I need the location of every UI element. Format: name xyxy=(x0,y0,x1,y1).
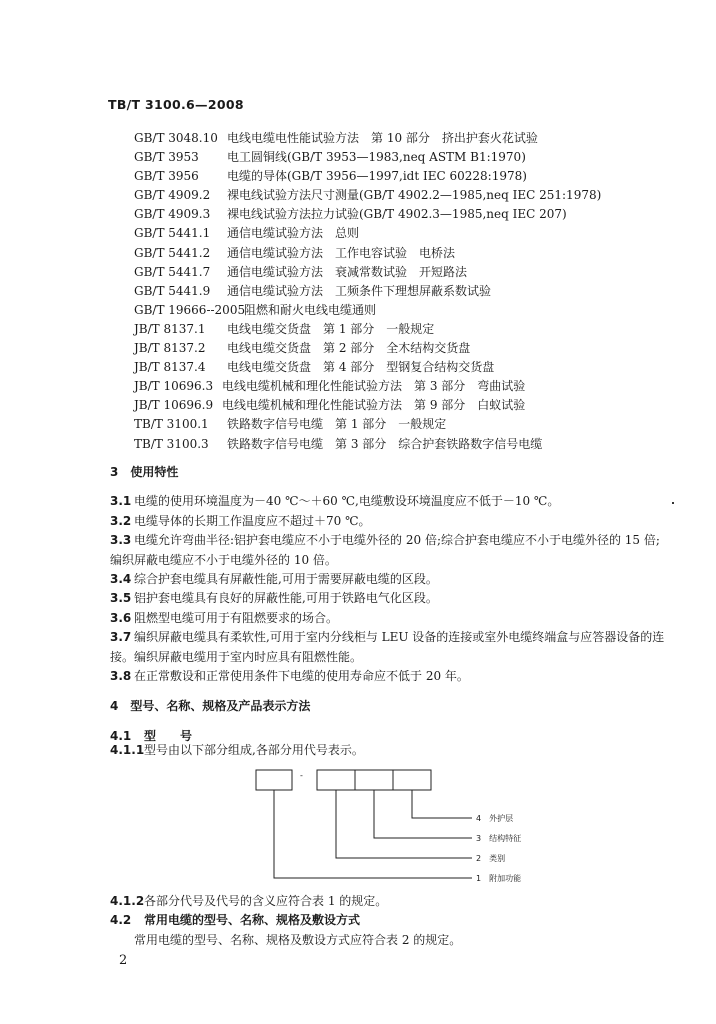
reference-item: GB/T 3048.10 电线电缆电性能试验方法 第 10 部分 挤出护套火花试验 xyxy=(134,131,538,145)
label-category: 2 类别 xyxy=(476,854,506,863)
code-box-2 xyxy=(317,770,355,790)
leader-line-2 xyxy=(336,790,472,858)
label-structure: 3 结构特征 xyxy=(476,834,522,843)
section-4-1-heading: 4.1 型 号 xyxy=(110,729,193,743)
reference-item: GB/T 4909.3 裸电线试验方法拉力试验(GB/T 4902.3—1985,neq IEC 207) xyxy=(134,207,567,222)
reference-item: GB/T 5441.9 通信电缆试验方法 工频条件下理想屏蔽系数试验 xyxy=(134,283,492,298)
reference-item: GB/T 19666--2005阻燃和耐火电线电缆通则 xyxy=(134,302,377,317)
reference-item: TB/T 3100.1 铁路数字信号电缆 第 1 部分 一般规定 xyxy=(134,417,447,432)
page-header: TB/T 3100.6—2008 xyxy=(108,97,244,112)
reference-item: GB/T 5441.2 通信电缆试验方法 工作电容试验 电桥法 xyxy=(134,245,456,260)
clause-3-7: 3.7 编织屏蔽电缆具有柔软性,可用于室内分线柜与 LEU 设备的连接或室外电缆终端盒与应答器设备的连接。编织屏蔽电缆用于室内时应具有阻燃性能。 xyxy=(110,630,665,664)
normative-references-list xyxy=(134,129,601,454)
code-box-4 xyxy=(393,770,431,790)
reference-item: JB/T 8137.1 电线电缆交货盘 第 1 部分 一般规定 xyxy=(134,321,435,336)
leader-line-4 xyxy=(412,790,472,818)
code-box-3 xyxy=(355,770,393,790)
reference-item: JB/T 8137.4 电线电缆交货盘 第 4 部分 型钢复合结构交货盘 xyxy=(134,360,495,375)
reference-item: JB/T 8137.2 电线电缆交货盘 第 2 部分 全木结构交货盘 xyxy=(134,341,471,356)
section-3-heading: 3 使用特性 xyxy=(110,465,179,479)
clause-3-8: 3.8 在正常敷设和正常使用条件下电缆的使用寿命应不低于 20 年。 xyxy=(110,669,469,683)
section-4-heading: 4 型号、名称、规格及产品表示方法 xyxy=(110,699,311,713)
reference-item: GB/T 3953 电工圆铜线(GB/T 3953—1983,neq ASTM B1:1970) xyxy=(134,150,526,165)
code-box-1 xyxy=(256,770,292,790)
reference-item: JB/T 10696.9 电线电缆机械和理化性能试验方法 第 9 部分 白蚁试验 xyxy=(134,398,526,413)
reference-item: GB/T 5441.1 通信电缆试验方法 总则 xyxy=(134,226,360,241)
code-separator: - xyxy=(300,771,303,780)
clause-4-2-text: 常用电缆的型号、名称、规格及敷设方式应符合表 2 的规定。 xyxy=(134,933,462,947)
section-4-2-heading: 4.2 常用电缆的型号、名称、规格及敷设方式 xyxy=(110,913,361,927)
clause-4-1-2: 4.1.2各部分代号及代号的含义应符合表 1 的规定。 xyxy=(110,894,388,908)
label-additional-function: 1 附加功能 xyxy=(476,874,522,883)
clause-3-5: 3.5 铝护套电缆具有良好的屏蔽性能,可用于铁路电气化区段。 xyxy=(110,591,438,605)
clause-4-1-1: 4.1.1型号由以下部分组成,各部分用代号表示。 xyxy=(110,743,364,757)
label-outer-sheath: 4 外护层 xyxy=(476,814,514,823)
reference-item: GB/T 3956 电缆的导体(GB/T 3956—1997,idt IEC 60228:1978) xyxy=(134,169,527,184)
leader-line-3 xyxy=(374,790,472,838)
reference-item: JB/T 10696.3 电线电缆机械和理化性能试验方法 第 3 部分 弯曲试验 xyxy=(134,379,526,394)
model-code-diagram xyxy=(250,764,550,894)
clause-3-6: 3.6 阻燃型电缆可用于有阻燃要求的场合。 xyxy=(110,611,339,625)
reference-item: TB/T 3100.3 铁路数字信号电缆 第 3 部分 综合护套铁路数字信号电缆 xyxy=(134,436,543,451)
clause-3-3: 3.3 电缆允许弯曲半径:铝护套电缆应不小于电缆外径的 20 倍;综合护套电缆应不小于电缆外径的 15 倍;编织屏蔽电缆应不小于电缆外径的 10 倍。 xyxy=(110,533,660,567)
reference-item: GB/T 4909.2 裸电线试验方法尺寸测量(GB/T 4902.2—1985,neq IEC 251:1978) xyxy=(134,188,602,203)
clause-3-1: 3.1 电缆的使用环境温度为－40 ℃～＋60 ℃,电缆敷设环境温度应不低于－10 ℃。 xyxy=(110,494,560,508)
clause-3-4: 3.4 综合护套电缆具有屏蔽性能,可用于需要屏蔽电缆的区段。 xyxy=(110,572,438,586)
scan-speck xyxy=(672,502,674,504)
page-number: 2 xyxy=(119,953,128,968)
clause-3-2: 3.2 电缆导体的长期工作温度应不超过＋70 ℃。 xyxy=(110,514,371,528)
leader-line-1 xyxy=(274,790,472,878)
reference-item: GB/T 5441.7 通信电缆试验方法 衰减常数试验 开短路法 xyxy=(134,264,468,279)
